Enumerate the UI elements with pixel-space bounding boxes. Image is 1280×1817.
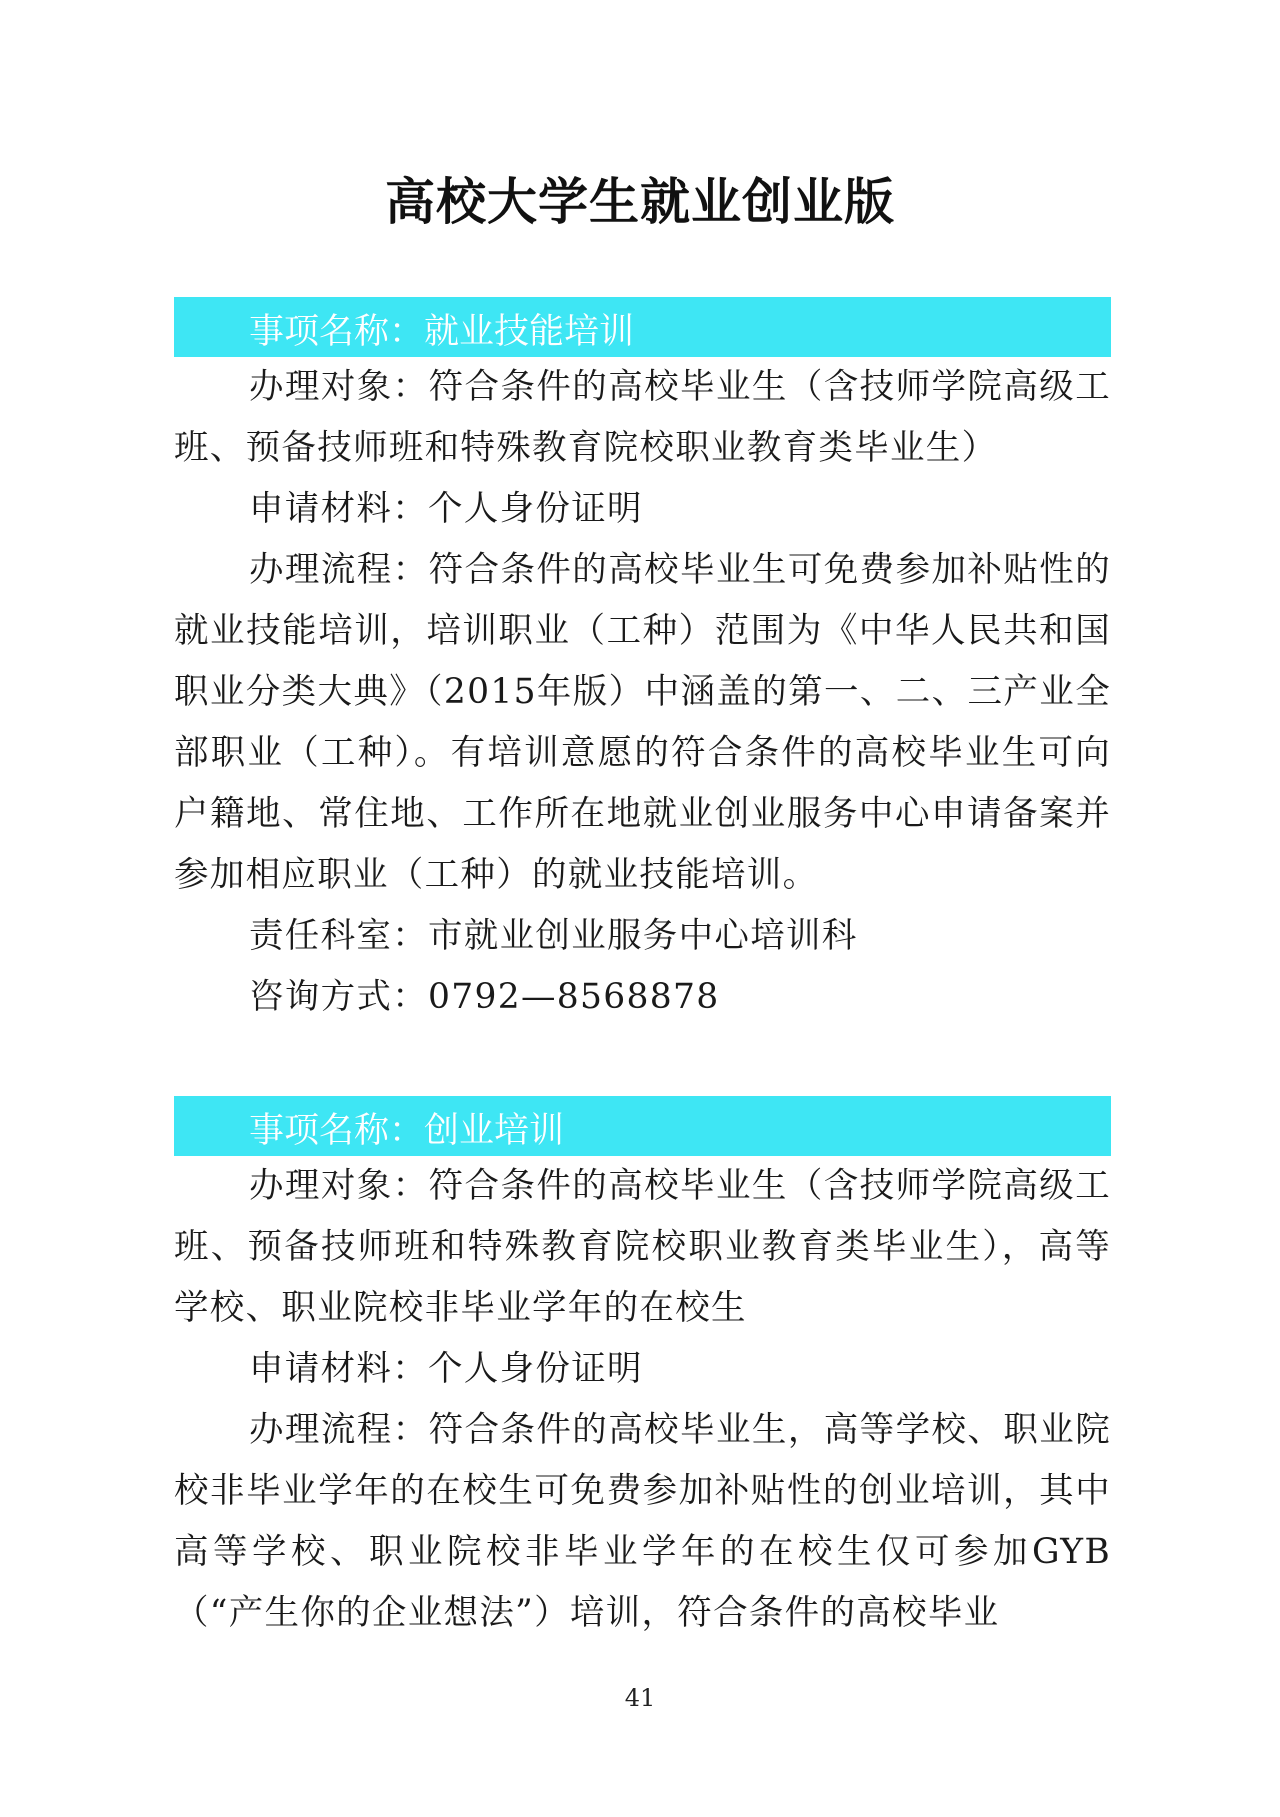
paragraph-contact: 咨询方式：0792—8568878 <box>249 977 720 1017</box>
page-title: 高校大学生就业创业版 <box>385 172 895 231</box>
paragraph-target: 办理对象：符合条件的高校毕业生（含技师学院高级工班、预备技师班和特殊教育院校职业教育类毕业生） <box>174 367 1111 468</box>
section-header: 事项名称：创业培训 <box>174 1096 1111 1156</box>
paragraph-materials: 申请材料：个人身份证明 <box>249 489 643 529</box>
paragraph-process: 办理流程：符合条件的高校毕业生，高等学校、职业院校非毕业学年的在校生可免费参加补贴性的创业培训，其中高等学校、职业院校非毕业学年的在校生仅可参加GYB（“产生你的企业想法”）培训，符合条件的高校毕业 <box>174 1410 1111 1633</box>
paragraph-target: 办理对象：符合条件的高校毕业生（含技师学院高级工班、预备技师班和特殊教育院校职业教育类毕业生），高等学校、职业院校非毕业学年的在校生 <box>174 1166 1111 1328</box>
paragraph-materials: 申请材料：个人身份证明 <box>249 1349 643 1389</box>
section-header: 事项名称：就业技能培训 <box>174 297 1111 357</box>
section-entrepreneurship-training <box>174 1096 1111 1644</box>
paragraph-department: 责任科室：市就业创业服务中心培训科 <box>249 916 858 956</box>
section-body <box>174 357 1111 1028</box>
section-body <box>174 1156 1111 1644</box>
paragraph-process: 办理流程：符合条件的高校毕业生可免费参加补贴性的就业技能培训，培训职业（工种）范围为《中华人民共和国职业分类大典》（2015年版）中涵盖的第一、二、三产业全部职业（工种）。有培训意愿的符合条件的高校毕业生可向户籍地、常住地、工作所在地就业创业服务中心申请备案并参加相应职业（工种）的就业技能培训。 <box>174 550 1111 895</box>
page-number: 41 <box>624 1684 656 1712</box>
section-employment-skills-training <box>174 297 1111 1028</box>
